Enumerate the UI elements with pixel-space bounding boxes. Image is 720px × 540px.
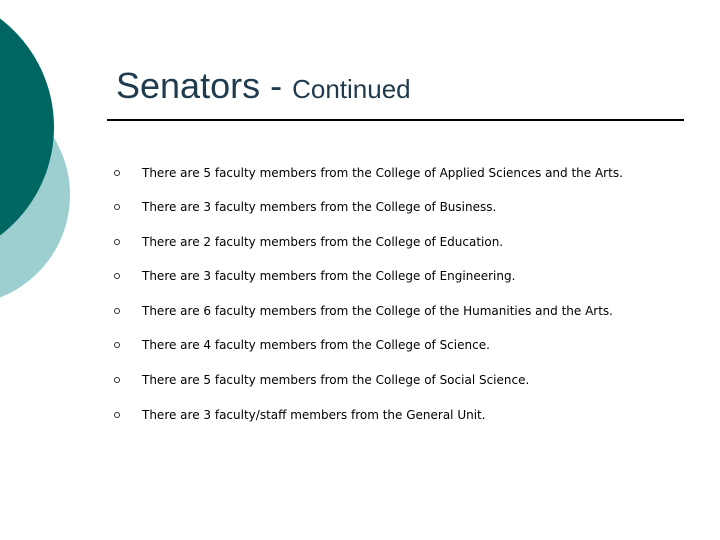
slide-title-suffix: Continued <box>292 74 411 104</box>
circle-bullet-icon <box>114 377 120 383</box>
title-divider <box>107 119 684 121</box>
bullet-text: There are 5 faculty members from the College of Applied Sciences and the Arts. <box>142 166 623 180</box>
circle-bullet-icon <box>114 342 120 348</box>
bullet-text: There are 3 faculty members from the College of Business. <box>142 200 497 214</box>
bullet-text: There are 5 faculty members from the College of Social Science. <box>142 373 530 387</box>
slide-title-main: Senators - <box>116 65 293 106</box>
bullet-text: There are 6 faculty members from the College of the Humanities and the Arts. <box>142 304 613 318</box>
bullet-text: There are 2 faculty members from the College of Education. <box>142 235 504 249</box>
bullet-text: There are 3 faculty members from the College of Engineering. <box>142 269 516 283</box>
circle-bullet-icon <box>114 239 120 245</box>
circle-bullet-icon <box>114 308 120 314</box>
circle-bullet-icon <box>114 204 120 210</box>
circle-bullet-icon <box>114 273 120 279</box>
slide-title <box>116 65 411 106</box>
circle-bullet-icon <box>114 412 120 418</box>
circle-bullet-icon <box>114 170 120 176</box>
bullet-text: There are 3 faculty/staff members from the General Unit. <box>142 408 486 422</box>
bullet-text: There are 4 faculty members from the College of Science. <box>142 338 490 352</box>
corner-decoration <box>0 0 120 300</box>
